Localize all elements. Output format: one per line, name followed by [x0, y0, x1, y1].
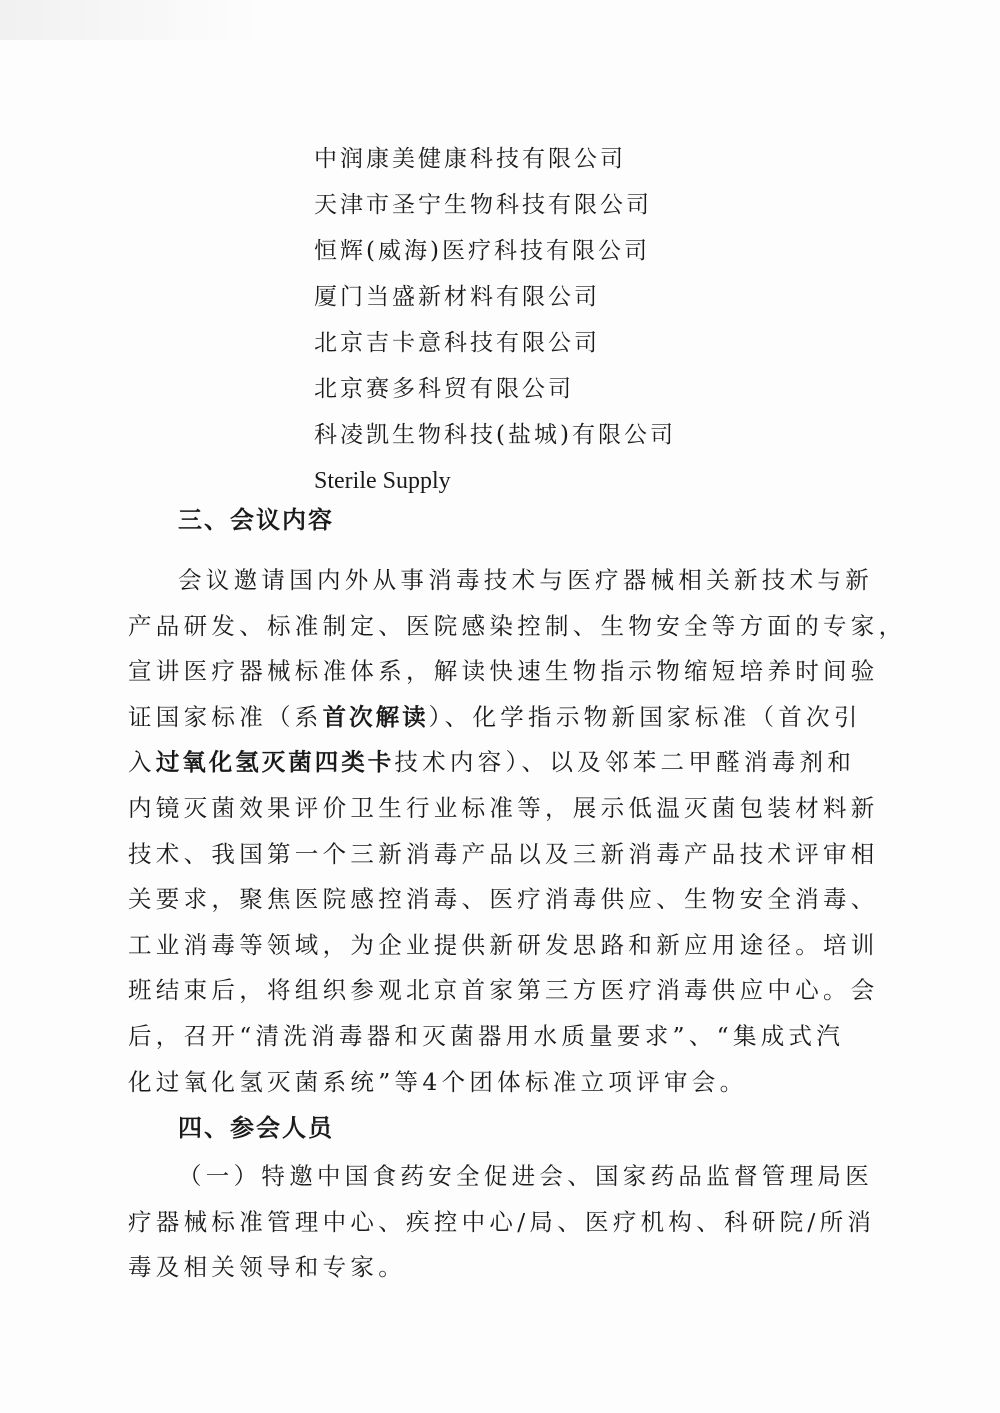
meeting-content-paragraph: [128, 558, 907, 1105]
scan-artifact: [0, 0, 260, 40]
company-item: Sterile Supply: [314, 468, 451, 494]
company-item: 北京吉卡意科技有限公司: [314, 330, 600, 356]
text-run: ）、化学指示物新国家标准（首次引: [428, 702, 862, 731]
paragraph-line: 毒及相关领导和专家。: [128, 1253, 406, 1282]
text-run: 入: [128, 748, 156, 777]
paragraph-line: 内镜灭菌效果评价卫生行业标准等，展示低温灭菌包装材料新: [128, 793, 879, 822]
paragraph-line: 产品研发、标准制定、医院感染控制、生物安全等方面的专家，: [128, 611, 907, 640]
company-item: 天津市圣宁生物科技有限公司: [314, 192, 652, 218]
company-list: [314, 136, 874, 504]
paragraph-line: 工业消毒等领域，为企业提供新研发思路和新应用途径。培训: [128, 930, 879, 959]
paragraph-line: [128, 740, 878, 786]
text-run: 证国家标准（系: [128, 702, 323, 731]
paragraph-line: 宣讲医疗器械标准体系，解读快速生物指示物缩短培养时间验: [128, 657, 879, 686]
paragraph-line: [128, 695, 878, 741]
paragraph-line: 会议邀请国内外从事消毒技术与医疗器械相关新技术与新: [178, 566, 873, 594]
company-item: 北京赛多科贸有限公司: [314, 376, 574, 402]
paragraph-line: 化过氧化氢灭菌系统”等4个团体标准立项评审会。: [128, 1067, 748, 1096]
section-heading-attendees: 四、参会人员: [178, 1114, 334, 1142]
company-item: 中润康美健康科技有限公司: [314, 146, 626, 172]
emphasis-text: 过氧化氢灭菌四类卡: [155, 748, 395, 777]
emphasis-text: 首次解读: [322, 702, 429, 731]
paragraph-line: 疗器械标准管理中心、疾控中心/局、医疗机构、科研院/所消: [128, 1207, 876, 1236]
paragraph-line: 技术、我国第一个三新消毒产品以及三新消毒产品技术评审相: [128, 839, 879, 868]
company-item: 厦门当盛新材料有限公司: [314, 284, 600, 310]
paragraph-line: 关要求，聚焦医院感控消毒、医疗消毒供应、生物安全消毒、: [128, 885, 879, 914]
company-item: 恒辉(威海)医疗科技有限公司: [314, 238, 650, 264]
paragraph-line: 后，召开“清洗消毒器和灭菌器用水质量要求”、“集成式汽: [128, 1021, 845, 1050]
attendees-paragraph: [128, 1154, 878, 1291]
paragraph-line: （一）特邀中国食药安全促进会、国家药品监督管理局医: [178, 1162, 873, 1190]
text-run: 技术内容）、以及邻苯二甲醛消毒剂和: [394, 748, 856, 777]
section-heading-meeting-content: 三、会议内容: [178, 506, 334, 534]
paragraph-line: 班结束后，将组织参观北京首家第三方医疗消毒供应中心。会: [128, 976, 879, 1005]
company-item: 科凌凯生物科技(盐城)有限公司: [314, 422, 676, 448]
